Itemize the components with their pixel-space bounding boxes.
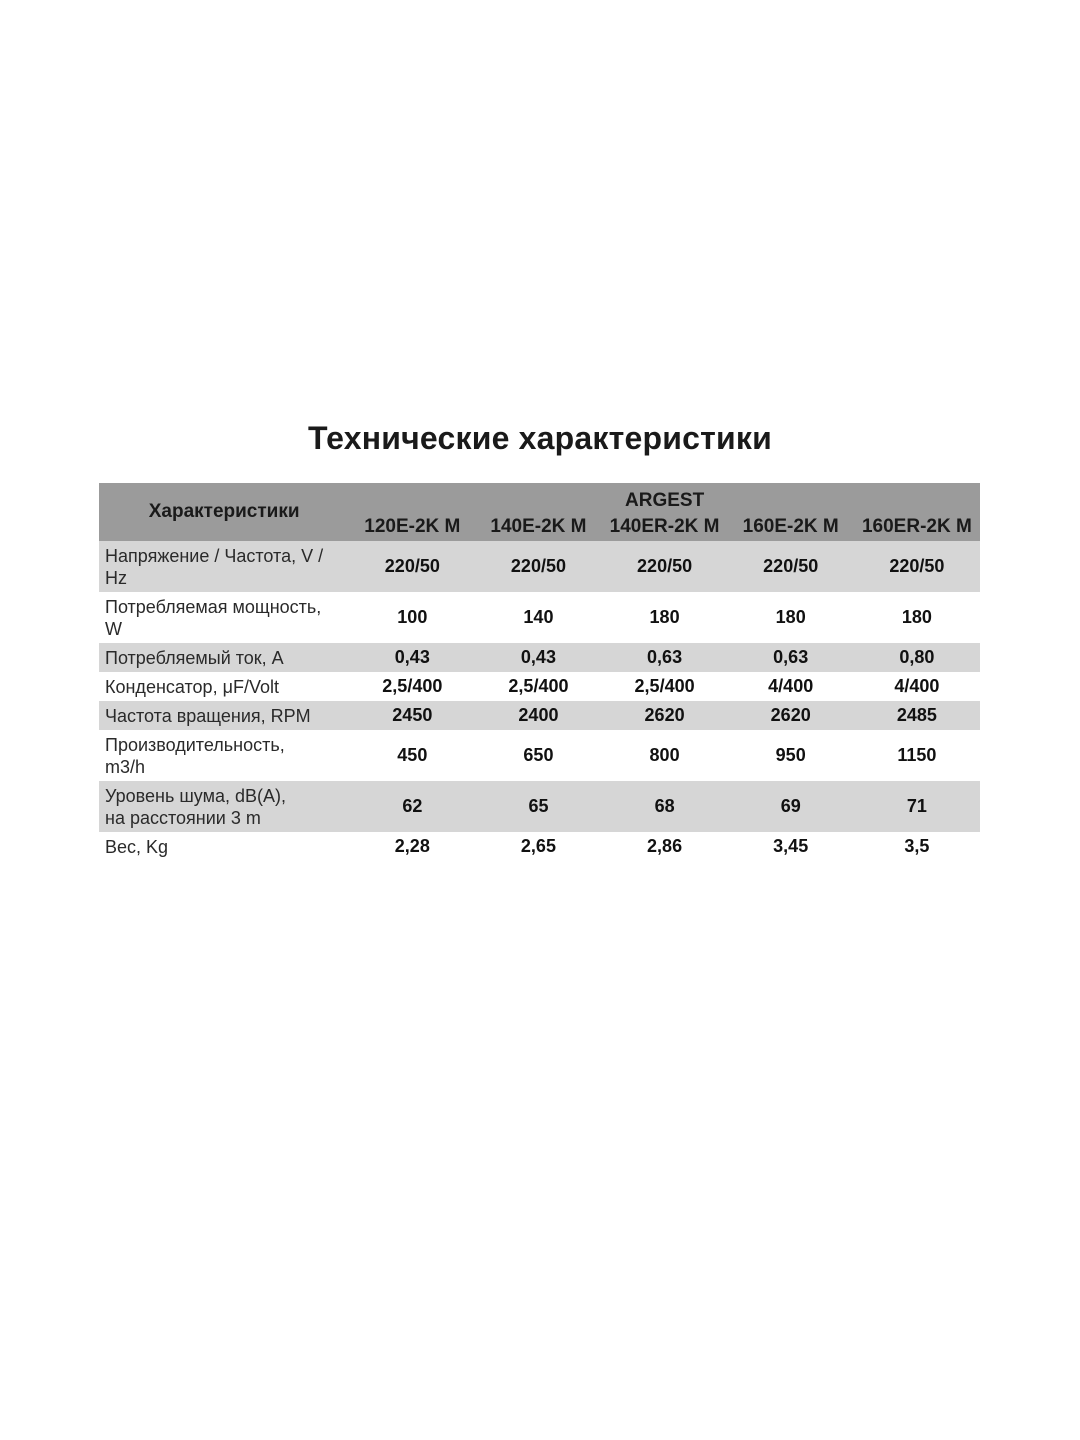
row-value: 220/50 [854,541,980,592]
row-value: 2,28 [349,832,475,861]
row-value: 2,86 [602,832,728,861]
label-column-header: Характеристики [99,483,349,541]
table-row-airflow [99,730,980,781]
row-value: 180 [602,592,728,643]
row-value: 800 [602,730,728,781]
model-header: 160ER-2K M [854,512,980,541]
model-header: 140E-2K M [475,512,601,541]
page-title: Технические характеристики [308,420,772,456]
table-row-capacitor [99,672,980,701]
row-value: 2485 [854,701,980,730]
row-label: Производительность, m3/h [99,730,349,781]
row-label: Частота вращения, RPM [99,701,349,730]
spec-table [99,483,980,861]
row-value: 62 [349,781,475,832]
row-value: 450 [349,730,475,781]
table-row-rpm [99,701,980,730]
row-value: 71 [854,781,980,832]
brand-header: ARGEST [349,483,980,512]
row-value: 0,63 [728,643,854,672]
row-value: 180 [854,592,980,643]
table-row-voltage [99,541,980,592]
row-label: Потребляемая мощность, W [99,592,349,643]
row-value: 220/50 [602,541,728,592]
row-value: 2620 [728,701,854,730]
table-row-weight [99,832,980,861]
model-header: 120E-2K M [349,512,475,541]
row-value: 650 [475,730,601,781]
row-value: 0,80 [854,643,980,672]
row-label: Вес, Kg [99,832,349,861]
row-value: 69 [728,781,854,832]
model-header: 160E-2K M [728,512,854,541]
row-value: 2,65 [475,832,601,861]
row-value: 140 [475,592,601,643]
row-value: 4/400 [854,672,980,701]
row-value: 100 [349,592,475,643]
row-value: 2,5/400 [602,672,728,701]
row-value: 0,43 [475,643,601,672]
row-value: 2,5/400 [349,672,475,701]
table-row-noise [99,781,980,832]
row-value: 220/50 [728,541,854,592]
table-row-power [99,592,980,643]
row-value: 220/50 [475,541,601,592]
row-value: 68 [602,781,728,832]
row-value: 2,5/400 [475,672,601,701]
row-value: 3,5 [854,832,980,861]
row-value: 220/50 [349,541,475,592]
table-row-current [99,643,980,672]
row-label: Напряжение / Частота, V / Hz [99,541,349,592]
row-value: 0,43 [349,643,475,672]
spec-table-header [99,483,980,541]
row-value: 3,45 [728,832,854,861]
row-value: 1150 [854,730,980,781]
row-value: 65 [475,781,601,832]
row-label: Конденсатор, μF/Volt [99,672,349,701]
row-value: 2400 [475,701,601,730]
row-value: 4/400 [728,672,854,701]
row-value: 2450 [349,701,475,730]
row-value: 180 [728,592,854,643]
row-value: 2620 [602,701,728,730]
row-label: Уровень шума, dB(A), на расстоянии 3 m [99,781,349,832]
model-header: 140ER-2K M [602,512,728,541]
row-label: Потребляемый ток, А [99,643,349,672]
row-value: 950 [728,730,854,781]
row-value: 0,63 [602,643,728,672]
